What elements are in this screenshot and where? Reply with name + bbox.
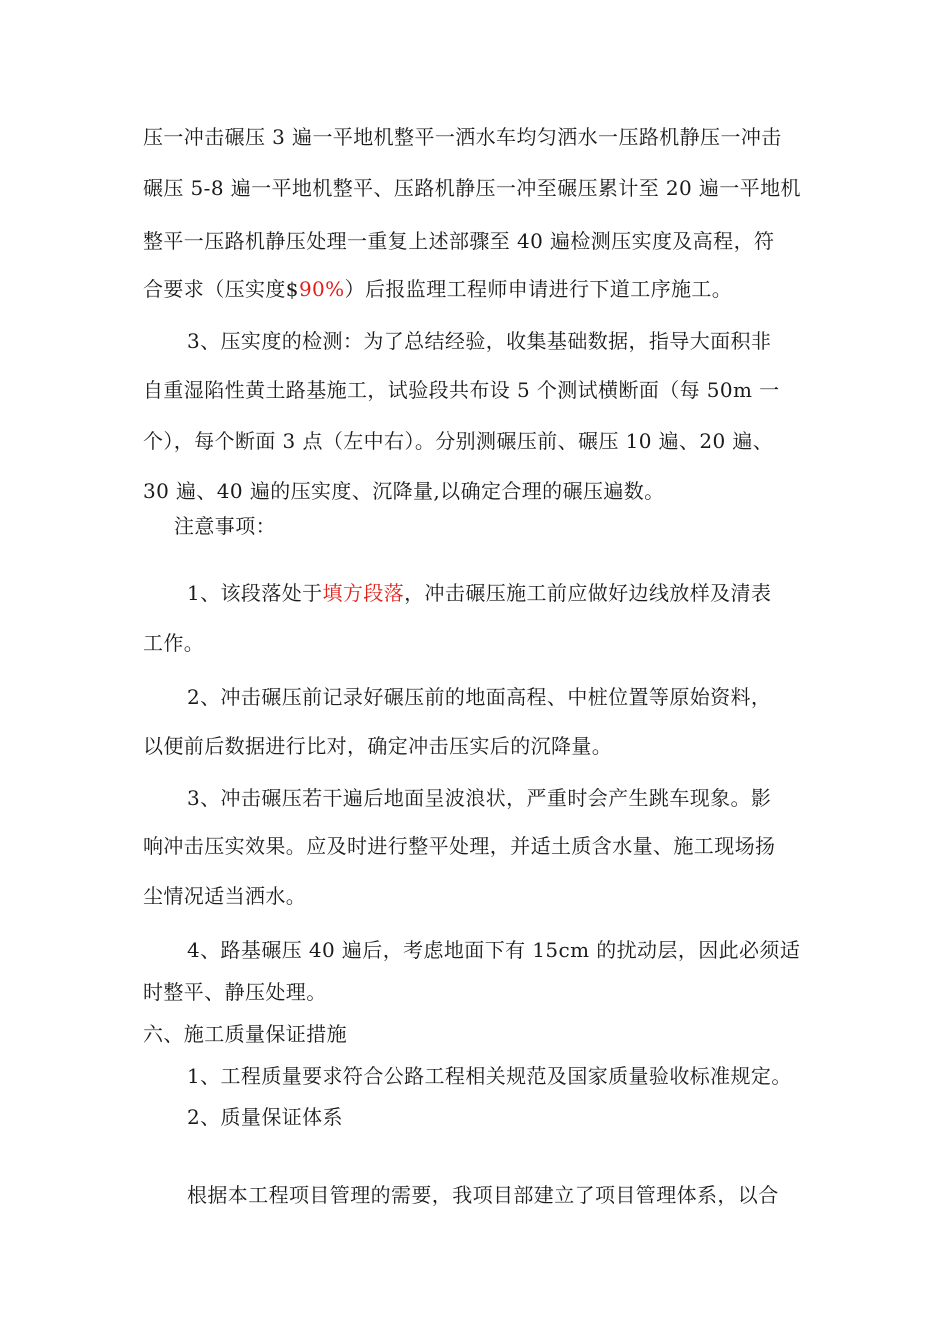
section-item: 2、质量保证体系 [187,1105,343,1129]
text-span: 1、该段落处于 [187,581,323,605]
paragraph-line: 3、压实度的检测：为了总结经验，收集基础数据，指导大面积非 [187,329,772,353]
paragraph-line: 个），每个断面 3 点（左中右）。分别测碾压前、碾压 10 遍、20 遍、 [143,429,774,453]
paragraph-line: 自重湿陷性黄土路基施工，试验段共布设 5 个测试横断面（每 50m 一 [143,378,780,402]
highlight-fill-section: 填方段落 [322,581,405,605]
notes-heading: 注意事项： [174,514,276,538]
note-line: 响冲击压实效果。应及时进行整平处理，并适土质含水量、施工现场扬 [143,834,776,858]
note-line: 4、路基碾压 40 遍后，考虑地面下有 15cm 的扰动层，因此必须适 [187,938,801,962]
note-line: 工作。 [143,631,205,655]
text-span: ，冲击碾压施工前应做好边线放样及清表 [404,581,772,605]
note-line: 2、冲击碾压前记录好碾压前的地面高程、中桩位置等原始资料， [187,685,772,709]
section-item: 1、工程质量要求符合公路工程相关规范及国家质量验收标准规定。 [187,1064,792,1088]
section-heading: 六、施工质量保证措施 [143,1022,347,1046]
highlight-percent: 90% [298,277,345,301]
note-line: 尘情况适当洒水。 [143,884,307,908]
paragraph-line: 30 遍、40 遍的压实度、沉降量,以确定合理的碾压遍数。 [143,479,665,503]
note-line [187,580,771,606]
note-line: 以便前后数据进行比对，确定冲击压实后的沉降量。 [143,734,613,758]
paragraph-line: 碾压 5-8 遍一平地机整平、压路机静压一冲至碾压累计至 20 遍一平地机 [143,176,801,200]
note-line: 3、冲击碾压若干遍后地面呈波浪状，严重时会产生跳车现象。影 [187,786,772,810]
text-span: 合要求（压实度$ [143,277,299,301]
paragraph-line: 根据本工程项目管理的需要，我项目部建立了项目管理体系，以合 [187,1183,779,1207]
paragraph-line: 压一冲击碾压 3 遍一平地机整平一洒水车均匀洒水一压路机静压一冲击 [143,125,782,149]
text-span: ）后报监理工程师申请进行下道工序施工。 [344,277,733,301]
note-line: 时整平、静压处理。 [143,980,327,1004]
paragraph-line: 整平一压路机静压处理一重复上述部骤至 40 遍检测压实度及高程，符 [143,229,775,253]
paragraph-line [143,276,732,302]
